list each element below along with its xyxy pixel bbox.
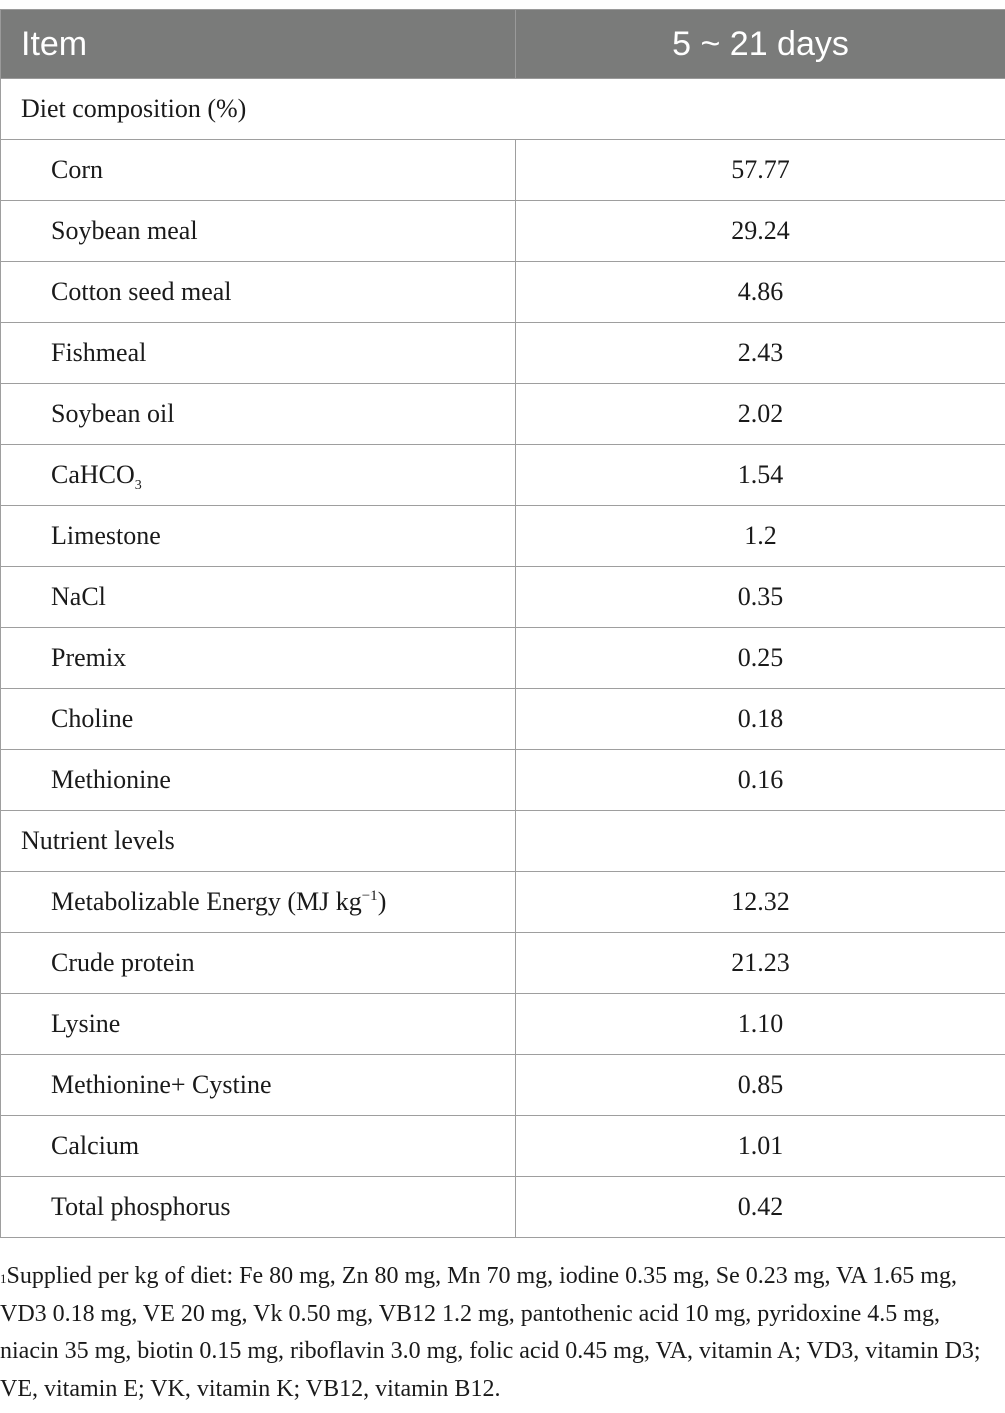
row-value: 1.10 — [516, 994, 1005, 1055]
row-label — [1, 506, 516, 567]
row-value: 29.24 — [516, 201, 1005, 262]
row-label — [1, 1055, 516, 1116]
table-row — [1, 323, 1005, 384]
row-label-subscript: 3 — [134, 478, 142, 493]
row-value: 0.85 — [516, 1055, 1005, 1116]
table-row — [1, 445, 1005, 506]
row-value: 4.86 — [516, 262, 1005, 323]
header-item: Item — [1, 10, 516, 79]
row-label — [1, 140, 516, 201]
row-label-suffix: ) — [377, 887, 387, 916]
row-value: 12.32 — [516, 872, 1005, 933]
section-row — [1, 811, 1005, 872]
row-label-text: Methionine — [51, 765, 171, 794]
row-value: 1.2 — [516, 506, 1005, 567]
row-label — [1, 872, 516, 933]
table-row — [1, 201, 1005, 262]
table-row — [1, 1055, 1005, 1116]
row-label — [1, 445, 516, 506]
row-label-text: Total phosphorus — [51, 1192, 231, 1221]
row-label — [1, 933, 516, 994]
row-value: 0.25 — [516, 628, 1005, 689]
row-value: 1.01 — [516, 1116, 1005, 1177]
row-label — [1, 689, 516, 750]
row-label-text: Premix — [51, 643, 127, 672]
row-value: 57.77 — [516, 140, 1005, 201]
row-label-text: CaHCO — [51, 460, 135, 489]
table-row — [1, 933, 1005, 994]
row-label-text: Methionine+ Cystine — [51, 1070, 272, 1099]
row-label — [1, 384, 516, 445]
table-row — [1, 384, 1005, 445]
diet-composition-table — [0, 9, 1005, 1238]
row-label-text: Soybean meal — [51, 216, 198, 245]
row-label-text: Soybean oil — [51, 399, 175, 428]
row-label-text: Corn — [51, 155, 103, 184]
row-label — [1, 262, 516, 323]
diet-table-container — [0, 9, 1005, 1238]
table-row — [1, 506, 1005, 567]
row-label-text: Lysine — [51, 1009, 121, 1038]
footnote-marker: 1 — [0, 1271, 7, 1286]
row-label-superscript: −1 — [361, 888, 378, 904]
row-value: 0.35 — [516, 567, 1005, 628]
section-empty-cell — [516, 811, 1005, 872]
row-value: 21.23 — [516, 933, 1005, 994]
table-header-row — [1, 10, 1005, 79]
row-label-text: Choline — [51, 704, 134, 733]
row-label — [1, 1116, 516, 1177]
row-label — [1, 994, 516, 1055]
table-row — [1, 872, 1005, 933]
row-value: 0.18 — [516, 689, 1005, 750]
row-label-text: Crude protein — [51, 948, 195, 977]
row-value: 1.54 — [516, 445, 1005, 506]
row-label — [1, 750, 516, 811]
table-row — [1, 1177, 1005, 1238]
row-value: 0.16 — [516, 750, 1005, 811]
row-label-text: Calcium — [51, 1131, 140, 1160]
row-label — [1, 1177, 516, 1238]
table-row — [1, 750, 1005, 811]
row-label — [1, 201, 516, 262]
row-label — [1, 323, 516, 384]
section-row — [1, 79, 1005, 140]
table-body — [1, 79, 1005, 1238]
footnote-text: Supplied per kg of diet: Fe 80 mg, Zn 80 mg, Mn 70 mg, iodine 0.35 mg, Se 0.23 mg, VA 1.65 mg, VD3 0.18 mg, VE 20 mg, Vk 0.50 mg, VB12 1.2 mg, pantothenic acid 10 mg, pyridoxine 4.5 mg, niacin 35 mg, biotin 0.15 mg, riboflavin 3.0 mg, folic acid 0.45 mg, VA, vitamin A; VD3, vitamin D3; VE, vitamin E; VK, vitamin K; VB12, vitamin B12. — [0, 1263, 981, 1402]
table-row — [1, 628, 1005, 689]
table-row — [1, 140, 1005, 201]
row-label-text: Limestone — [51, 521, 161, 550]
row-label — [1, 567, 516, 628]
header-period: 5 ~ 21 days — [516, 10, 1005, 79]
row-label-text: Metabolizable Energy (MJ kg — [51, 887, 362, 916]
table-footnote — [0, 1258, 1000, 1408]
section-title: Nutrient levels — [1, 811, 516, 872]
table-row — [1, 262, 1005, 323]
row-value: 2.43 — [516, 323, 1005, 384]
table-row — [1, 567, 1005, 628]
table-row — [1, 689, 1005, 750]
row-label — [1, 628, 516, 689]
row-value: 2.02 — [516, 384, 1005, 445]
section-title: Diet composition (%) — [1, 79, 1005, 140]
row-label-text: NaCl — [51, 582, 106, 611]
table-row — [1, 1116, 1005, 1177]
row-label-text: Fishmeal — [51, 338, 147, 367]
row-label-text: Cotton seed meal — [51, 277, 232, 306]
table-row — [1, 994, 1005, 1055]
row-value: 0.42 — [516, 1177, 1005, 1238]
